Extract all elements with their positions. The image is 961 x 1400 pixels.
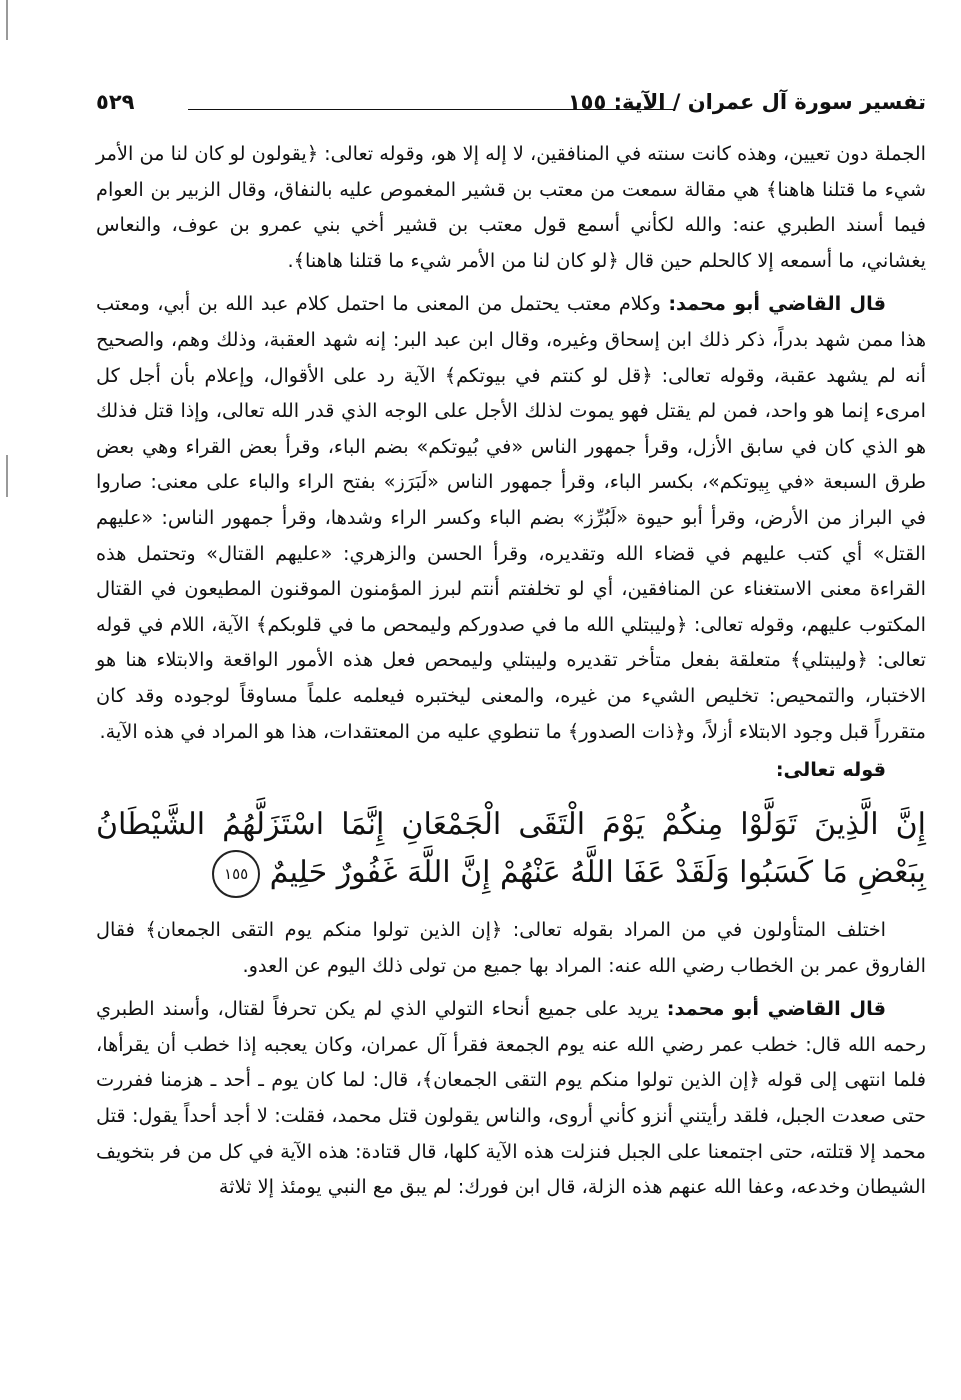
scan-edge-mark — [6, 0, 8, 40]
running-header — [96, 88, 926, 124]
paragraph-text: وكلام معتب يحتمل من المعنى ما احتمل كلام عبد الله بن أبي، ومعتب هذا ممن شهد بدراً، ذكر ذلك ابن إسحاق وغيره، وقال ابن عبد البر: إنه شهد العقبة، وذلك وهم، والصحيح أنه لم يشهد عقبة، وقوله تعالى: ﴿قل لو كنتم في بيوتكم﴾ الآية رد على الأقوال، وإعلام بأن أجل كل امرىء إنما هو واحد، فمن لم يقتل فهو يموت لذلك الأجل على الوجه الذي قدر الله تعالى، وإذا قتل فذلك هو الذي كان في سابق الأزل، وقرأ جمهور الناس «في بُيوتكم» بضم الباء، وقرأ بعض القراء وهي بعض طرق السبعة «في بِيوتكم»، بكسر الباء، وقرأ جمهور الناس «لَبَرَز» بفتح الراء والباء على معنى: صاروا في البراز من الأرض، وقرأ أبو حيوة «لَبُرِّز» بضم الباء وكسر الراء وشدها، وقرأ جمهور الناس: «عليهم القتل» أي كتب عليهم في قضاء الله وتقديره، وقرأ الحسن والزهري: «عليهم القتال» وتحتمل هذه القراءة معنى الاستغناء عن المنافقين، أي لو تخلفتم أنتم لبرز المؤمنون الموقنون المطيعون في القتال المكتوب عليهم، وقوله تعالى: ﴿وليبتلي الله ما في صدوركم وليمحص ما في قلوبكم﴾ الآية، اللام في قوله تعالى: ﴿وليبتلي﴾ متعلقة بفعل متأخر تقديره وليبتلي وليمحص فعل هذه الأمور الواقعة والابتلاء هنا هو الاختبار، والتمحيص: تخليص الشيء من غيره، والمعنى ليختبره فيعلمه علماً مساوقاً لوجوده وقد كان متقرراً قبل وجود الابتلاء أزلاً، و﴿ذات الصدور﴾ ما تنطوي عليه من المعتقدات، هذا هو المراد في هذه الآية. — [96, 292, 926, 743]
paragraph-text: يريد على جميع أنحاء التولي الذي لم يكن تحرفاً لقتال، وأسند الطبري رحمه الله قال: خطب عمر رضي الله عنه يوم الجمعة فقرأ آل عمران، وكان يعجبه إذا خطب أن يقرأها، فلما انتهى إلى قوله ﴿إن الذين تولوا منكم يوم التقى الجمعان﴾، قال: لما كان يوم ـ أحد ـ هزمنا ففررت حتى صعدت الجبل، فلقد رأيتني أنزو كأني أروى، والناس يقولون قتل محمد، فقلت: لا أجد أحداً يقول: قتل محمد إلا قتلته، حتى اجتمعنا على الجبل فنزلت هذه الآية كلها، قال قتادة: هذه الآية في كل من فر بتخويف الشيطان وخدعه، وعفا الله عنهم هذه الزلة، قال ابن فورك: لم يبق مع النبي يومئذ إلا ثلاثة — [96, 997, 926, 1199]
paragraph-lead: قال القاضي أبو محمد: — [668, 292, 886, 316]
paragraph-lead: قال القاضي أبو محمد: — [666, 997, 886, 1021]
quran-verse — [96, 801, 926, 898]
page-body — [96, 136, 926, 1205]
header-rule — [188, 109, 674, 110]
page-number: ٥٢٩ — [96, 90, 135, 114]
paragraph — [96, 912, 926, 983]
paragraph-text: اختلف المتأولون في من المراد بقوله تعالى: ﴿إن الذين تولوا منكم يوم التقى الجمعان﴾ فقال الفاروق عمر بن الخطاب رضي الله عنه: المراد بها جميع من تولى ذلك اليوم عن العدو. — [96, 918, 926, 977]
verse-heading: قوله تعالى: — [775, 758, 886, 782]
paragraph — [96, 286, 926, 749]
paragraph — [96, 991, 926, 1205]
quran-verse-text: إِنَّ الَّذِينَ تَوَلَّوْا مِنكُمْ يَوْمَ الْتَقَى الْجَمْعَانِ إِنَّمَا اسْتَزَلَّهُمُ الشَّيْطَانُ بِبَعْضِ مَا كَسَبُوا وَلَقَدْ عَفَا اللَّهُ عَنْهُمْ إِنَّ اللَّهَ غَفُورٌ حَلِيمٌ — [96, 807, 926, 891]
paragraph-text: الجملة دون تعيين، وهذه كانت سنته في المنافقين، لا إله إلا هو، وقوله تعالى: ﴿يقولون لو كان لنا من الأمر شيء ما قتلنا هاهنا﴾ هي مقالة سمعت من معتب بن قشير المغموص عليه بالنفاق، وقال الزبير بن العوام فيما أسند الطبري عنه: والله لكأني أسمع قول معتب بن قشير أخي بني عمرو بن عوف، والنعاس يغشاني، ما أسمعه إلا كالحلم حين قال ﴿لو كان لنا من الأمر شيء ما قتلنا هاهنا﴾. — [96, 142, 926, 272]
header-title: تفسير سورة آل عمران / الآية: ١٥٥ — [567, 90, 926, 114]
ayah-number-marker: ١٥٥ — [212, 850, 260, 898]
paragraph — [96, 136, 926, 278]
scan-edge-mark — [6, 455, 8, 497]
